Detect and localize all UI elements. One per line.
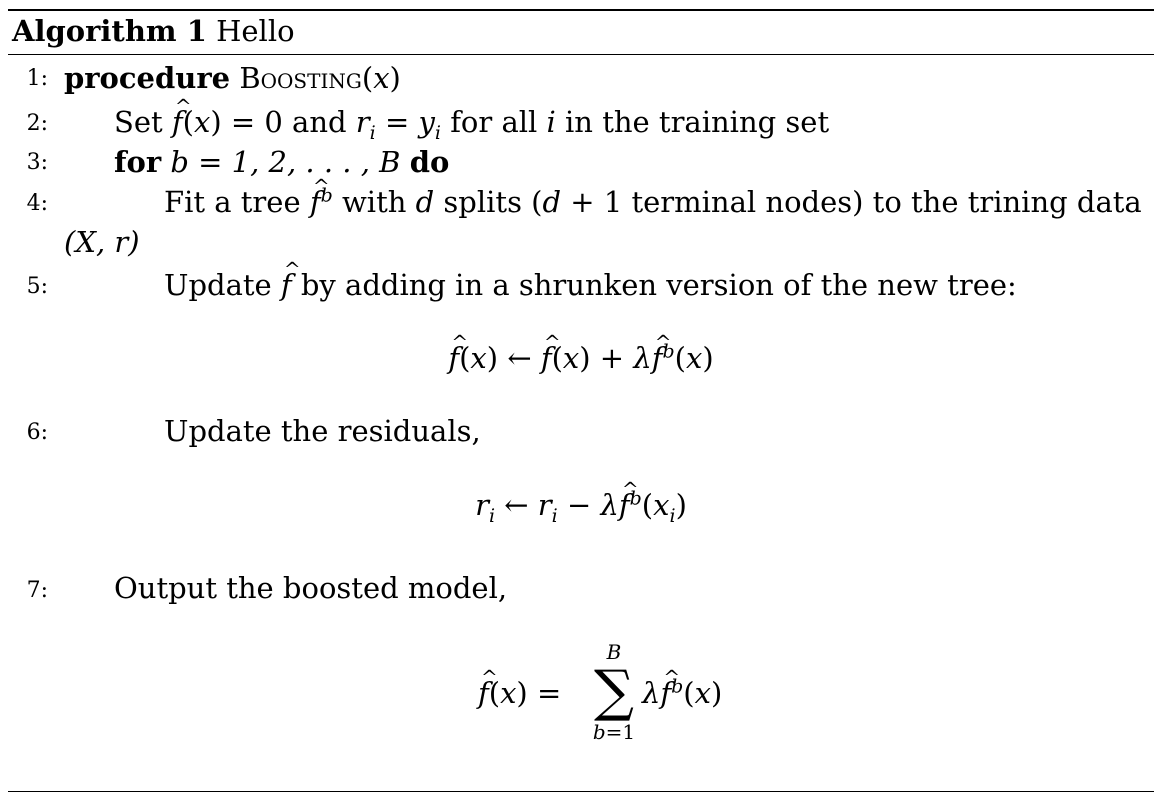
line-4-c: splits ( — [443, 185, 543, 219]
line-number-1: 1: — [26, 66, 48, 91]
algorithm-caption — [12, 14, 295, 48]
line-4-xr: (X, r) — [64, 225, 140, 259]
line-2-tail: in the training set — [565, 105, 830, 139]
equation-residuals: $r_i$ ← $r_i$ − λ^ $f^b(x_i)$ — [0, 487, 1162, 523]
caption-label: Algorithm 1 — [12, 14, 207, 48]
line-number-5: 5: — [26, 274, 48, 299]
line-4-d-text: + 1 terminal nodes) to the trining data — [570, 185, 1142, 219]
line-2-set: Set — [114, 105, 163, 139]
line-4-b: with — [341, 185, 407, 219]
line-2-i: i — [546, 105, 556, 139]
procedure-keyword: procedure — [64, 61, 231, 95]
line-number-2: 2: — [26, 111, 48, 136]
do-keyword: do — [409, 145, 450, 179]
bottom-rule — [8, 791, 1154, 792]
line-4-d2: d — [542, 185, 562, 219]
caption-title: Hello — [216, 14, 295, 48]
line-5 — [164, 267, 1017, 303]
caption-rule — [8, 54, 1154, 55]
procedure-name: Boosting — [239, 61, 362, 95]
line-4-wrap — [64, 224, 140, 260]
line-2 — [114, 104, 830, 144]
line-2-for-all: for all — [450, 105, 538, 139]
sum-lower: b=1 — [592, 720, 636, 744]
for-range: b = 1, 2, . . . , B — [170, 145, 401, 179]
equation-model-lhs: ^ f(x) = — [478, 675, 561, 711]
top-rule — [8, 9, 1154, 11]
line-6: Update the residuals, — [164, 414, 481, 448]
line-number-3: 3: — [26, 150, 48, 175]
sigma-symbol: ∑ — [594, 659, 634, 724]
line-2-and: and — [292, 105, 347, 139]
line-number-4: 4: — [26, 191, 48, 216]
line-2-math-2: $r_i = y_i$ — [355, 105, 441, 144]
equation-model-rhs: λ^ $f^b(x)$ — [642, 675, 722, 711]
line-5-a: Update — [164, 268, 272, 302]
equation-update-f: ^ f(x) ← ^ f(x) + λ^ $f^b(x)$ — [0, 340, 1162, 376]
line-1 — [64, 60, 401, 96]
line-number-7: 7: — [26, 578, 48, 603]
line-5-f: ^ f — [281, 267, 292, 303]
sum-upper: B — [606, 640, 622, 664]
line-4-d: d — [415, 185, 435, 219]
line-4 — [164, 184, 1142, 220]
procedure-arg: (x) — [361, 61, 401, 95]
line-4-a: Fit a tree — [164, 185, 301, 219]
summation — [584, 640, 644, 744]
line-3 — [114, 144, 449, 180]
line-7: Output the boosted model, — [114, 571, 508, 605]
line-number-6: 6: — [26, 420, 48, 445]
line-4-tree: ^ $f^b$ — [310, 185, 333, 219]
for-keyword: for — [114, 145, 162, 179]
line-5-b: by adding in a shrunken version of the new tree: — [300, 268, 1017, 302]
line-2-math-1: ^ f(x) = 0 — [172, 105, 283, 139]
